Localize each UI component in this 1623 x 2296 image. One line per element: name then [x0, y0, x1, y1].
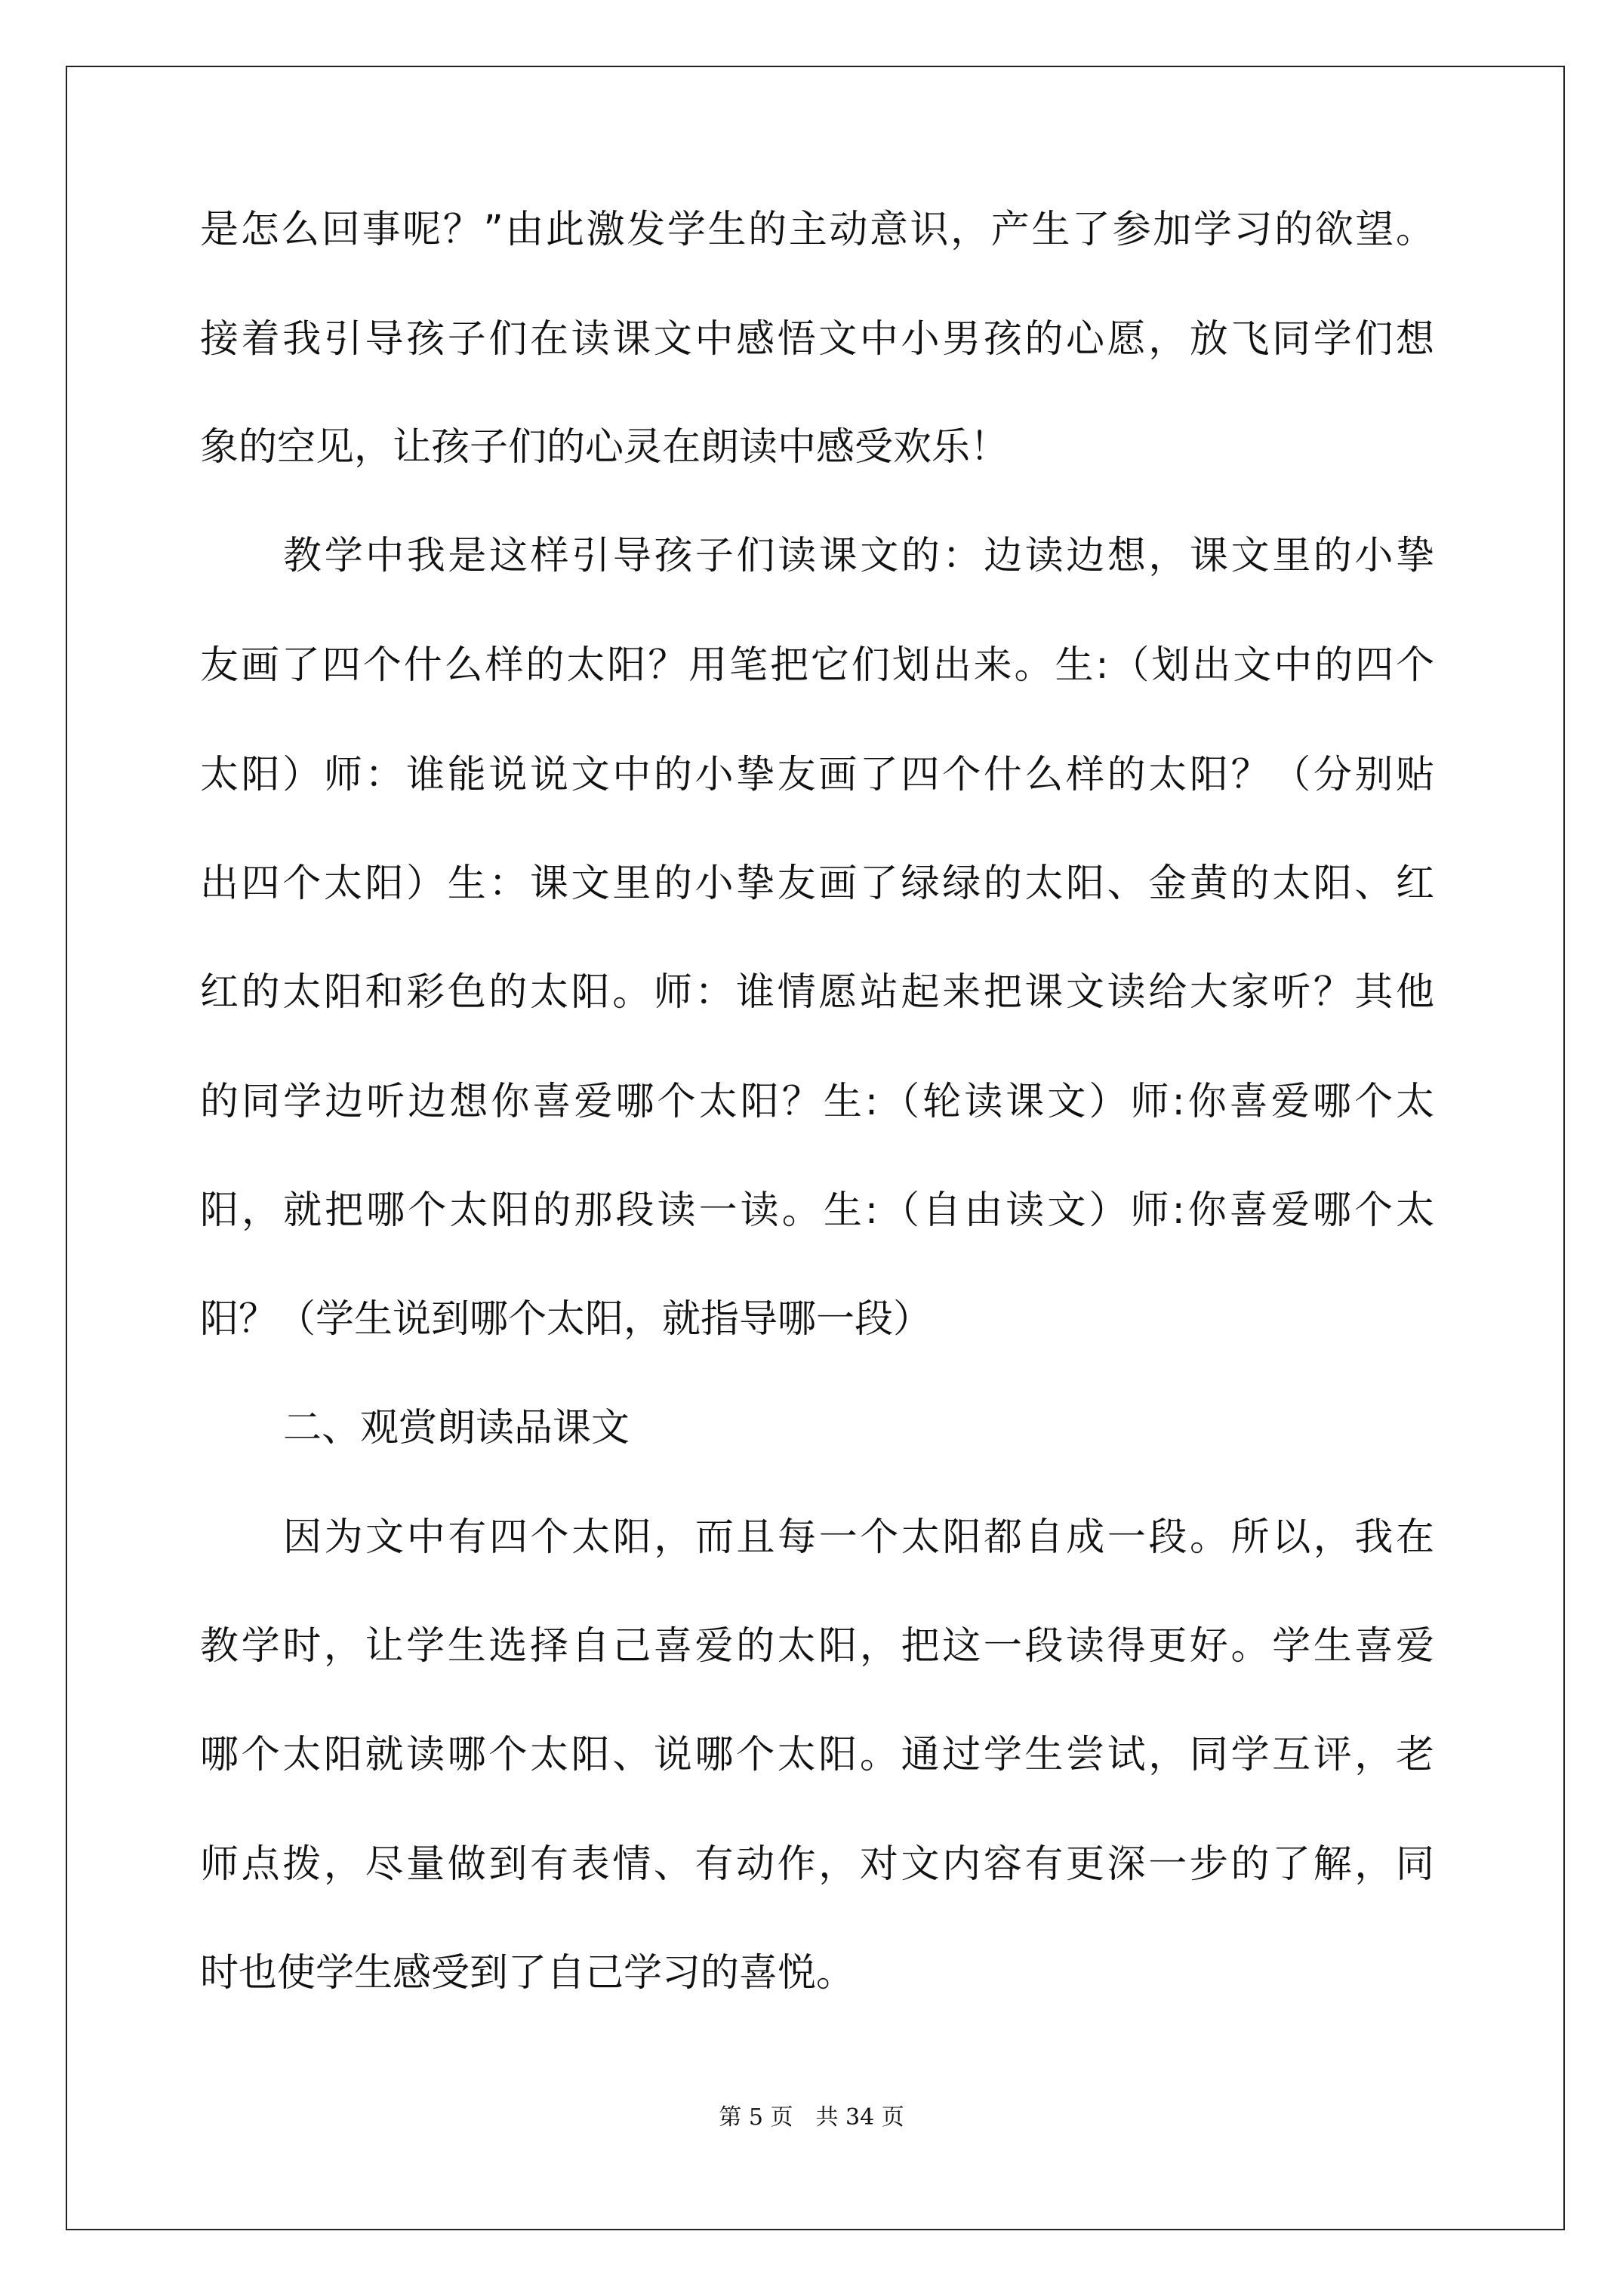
- text-line: 阳？（学生说到哪个太阳，就指导哪一段）: [200, 1297, 932, 1342]
- text-line: 出四个太阳）生：课文里的小挚友画了绿绿的太阳、金黄的太阳、红: [200, 861, 1434, 906]
- section-heading: 二、观赏朗读品课文: [283, 1406, 630, 1450]
- text-line: 哪个太阳就读哪个太阳、说哪个太阳。通过学生尝试，同学互评，老: [200, 1733, 1434, 1777]
- text-line: 的同学边听边想你喜爱哪个太阳？生:（轮读课文）师:你喜爱哪个太: [200, 1080, 1434, 1124]
- text-line: 红的太阳和彩色的太阳。师：谁情愿站起来把课文读给大家听？其他: [200, 970, 1434, 1015]
- text-line: 太阳）师：谁能说说文中的小挚友画了四个什么样的太阳？（分别贴: [200, 753, 1434, 797]
- text-line: 师点拨，尽量做到有表情、有动作，对文内容有更深一步的了解，同: [200, 1842, 1434, 1887]
- text-line: 象的空见，让孩子们的心灵在朗读中感受欢乐！: [200, 425, 1009, 470]
- paragraph-first-line: 教学中我是这样引导孩子们读课文的：边读边想，课文里的小挚: [283, 534, 1434, 578]
- text-line: 教学时，让学生选择自己喜爱的太阳，把这一段读得更好。学生喜爱: [200, 1624, 1434, 1669]
- page-number: 第 5 页 共 34 页: [719, 2104, 904, 2131]
- text-line: 友画了四个什么样的太阳？用笔把它们划出来。生:（划出文中的四个: [200, 643, 1434, 688]
- text-line: 是怎么回事呢？”由此激发学生的主动意识，产生了参加学习的欲望。: [200, 208, 1434, 252]
- text-line: 时也使学生感受到了自己学习的喜悦。: [200, 1951, 855, 1996]
- text-line: 接着我引导孩子们在读课文中感悟文中小男孩的心愿，放飞同学们想: [200, 317, 1434, 362]
- text-line: 阳，就把哪个太阳的那段读一读。生:（自由读文）师:你喜爱哪个太: [200, 1188, 1434, 1233]
- page-border: [66, 66, 1565, 2230]
- paragraph-first-line: 因为文中有四个太阳，而且每一个太阳都自成一段。所以，我在: [283, 1515, 1434, 1560]
